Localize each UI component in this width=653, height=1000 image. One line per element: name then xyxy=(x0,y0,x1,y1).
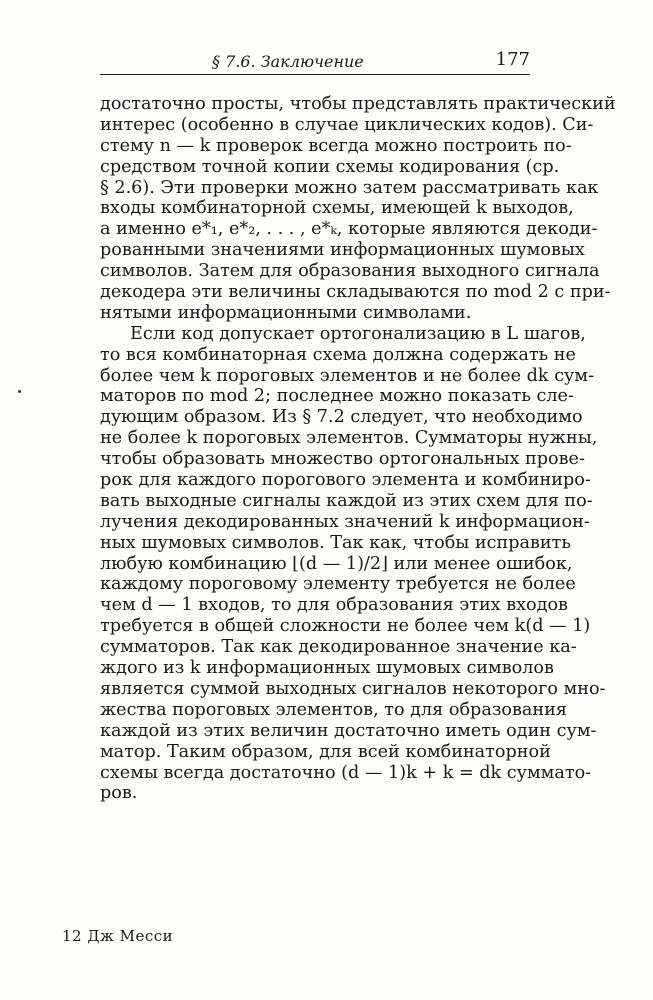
text-line: чем d — 1 входов, то для образования этих входов xyxy=(100,595,568,616)
text-line: достаточно просты, чтобы представлять практический xyxy=(100,94,616,114)
text-line: чтобы образовать множество ортогональных прове- xyxy=(100,449,585,470)
text-line: жества пороговых элементов, то для образования xyxy=(100,699,567,720)
text-line: маторов по mod 2; последнее можно показать сле- xyxy=(100,386,574,407)
text-line: ров. xyxy=(100,783,138,804)
text-line: любую комбинацию ⌊(d — 1)/2⌋ или менее ошибок, xyxy=(100,553,573,574)
body-text xyxy=(100,94,616,804)
text-line: схемы всегда достаточно (d — 1)k + k = dk суммато- xyxy=(100,762,592,783)
text-line: каждой из этих величин достаточно иметь один сум- xyxy=(100,720,597,741)
text-line: вать выходные сигналы каждой из этих схем для по- xyxy=(100,490,593,511)
page-number: 177 xyxy=(495,49,530,70)
text-line: средством точной копии схемы кодирования (ср. xyxy=(100,156,560,177)
text-line: сумматоров. Так как декодированное значение ка- xyxy=(100,637,577,658)
text-line: нятыми информационными символами. xyxy=(100,302,472,323)
text-line: § 2.6). Эти проверки можно затем рассматривать как xyxy=(100,177,599,198)
text-line: интерес (особенно в случае циклических кодов). Си- xyxy=(100,114,594,135)
text-line: то вся комбинаторная схема должна содержать не xyxy=(100,344,576,365)
text-line: матор. Таким образом, для всей комбинаторной xyxy=(100,741,551,762)
paragraph-1 xyxy=(100,94,616,324)
running-head xyxy=(100,48,530,76)
text-line: символов. Затем для образования выходного сигнала xyxy=(100,261,600,282)
text-line: каждому пороговому элементу требуется не более xyxy=(100,574,576,595)
margin-dot xyxy=(18,390,21,393)
text-line: требуется в общей сложности не более чем k(d — 1) xyxy=(100,616,591,637)
text-line: ных шумовых символов. Так как, чтобы исправить xyxy=(100,532,571,553)
text-line: стему n — k проверок всегда можно построить по- xyxy=(100,135,572,156)
text-line: является суммой выходных сигналов некоторого мно- xyxy=(100,678,606,699)
text-line: а именно e*₁, e*₂, . . . , e*ₖ, которые являются декоди- xyxy=(100,219,598,240)
section-title: § 7.6. Заключение xyxy=(212,52,364,71)
text-line: дующим образом. Из § 7.2 следует, что необходимо xyxy=(100,407,583,428)
header-rule xyxy=(100,74,530,75)
text-line: ждого из k информационных шумовых символов xyxy=(100,658,554,679)
text-line: более чем k пороговых элементов и не более dk сум- xyxy=(100,365,595,386)
text-line: лучения декодированных значений k информацион- xyxy=(100,511,590,532)
paragraph-2 xyxy=(100,323,606,804)
text-line: входы комбинаторной схемы, имеющей k выходов, xyxy=(100,198,574,219)
text-line: рок для каждого порогового элемента и комбиниро- xyxy=(100,470,591,491)
text-line: не более k пороговых элементов. Сумматоры нужны, xyxy=(100,428,598,449)
text-line: Если код допускает ортогонализацию в L шагов, xyxy=(130,323,586,344)
text-line: рованными значениями информационных шумовых xyxy=(100,240,585,261)
text-line: декодера эти величины складываются по mod 2 с при- xyxy=(100,282,611,303)
printer-signature: 12 Дж Месси xyxy=(62,927,174,945)
